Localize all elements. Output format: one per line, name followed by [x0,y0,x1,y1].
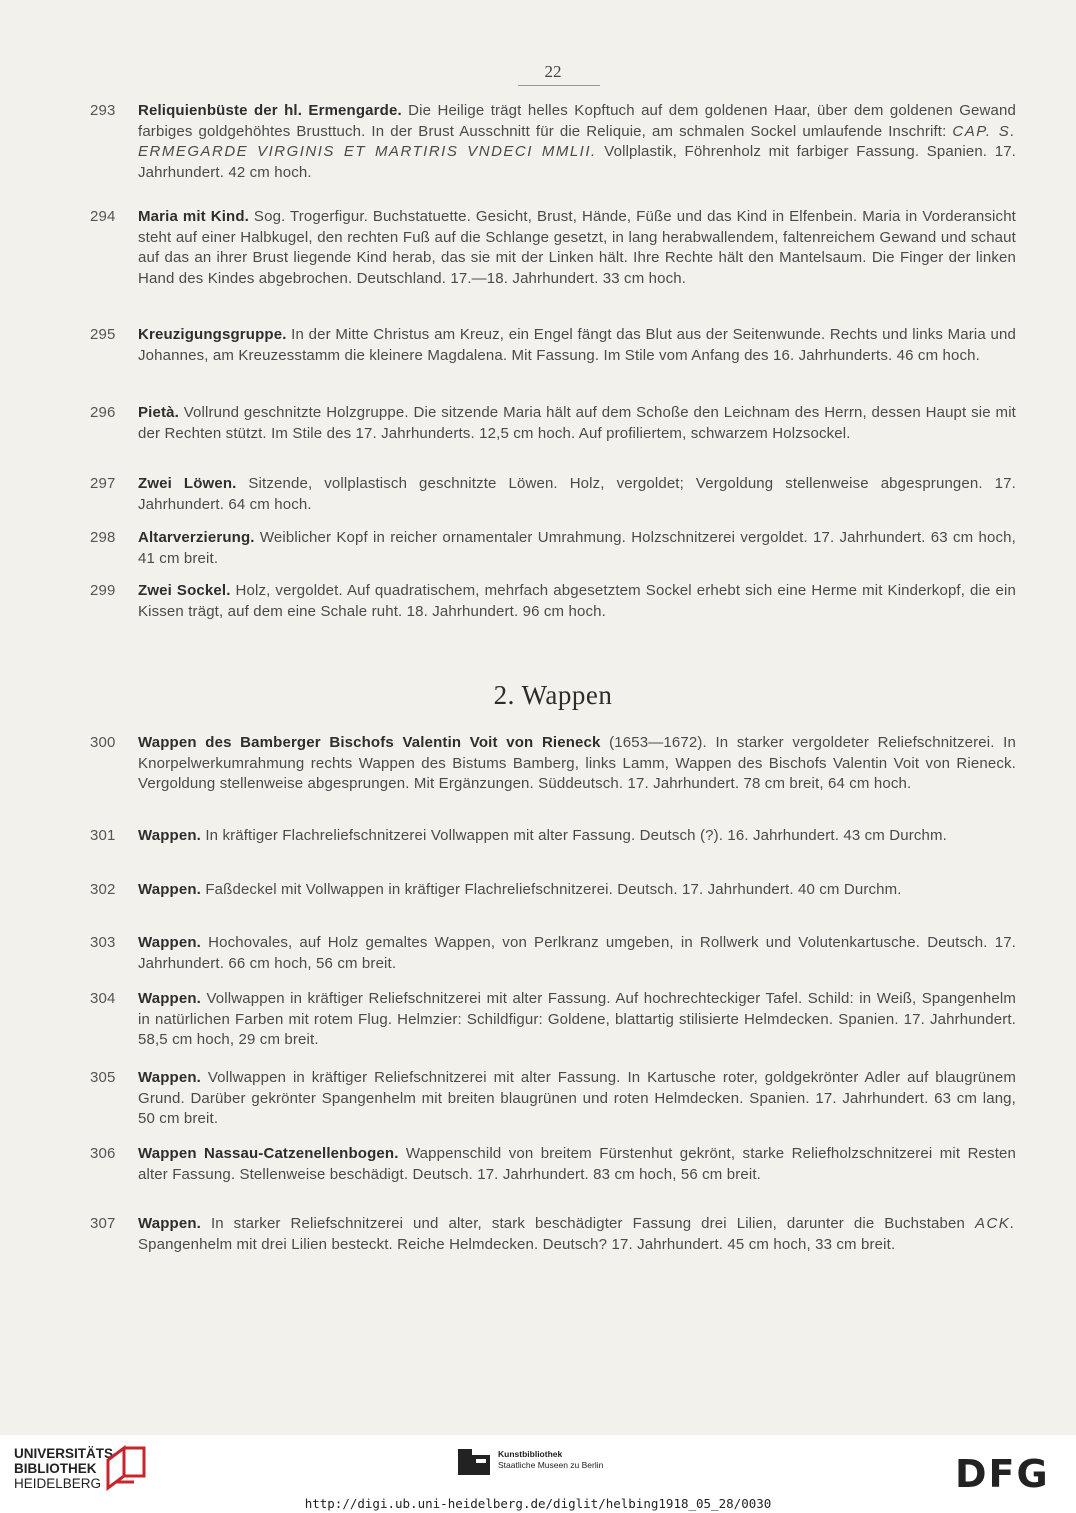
entry-number: 306 [90,1145,116,1162]
entry-title: Wappen. [138,1215,201,1232]
catalog-entry [90,989,1016,1051]
kunstbibliothek-logo-icon [458,1449,490,1475]
entry-number: 301 [90,827,116,844]
entry-text: Vollwappen in kräftiger Reliefschnitzerei mit alter Fassung. In Kartusche roter, goldgekrönter Adler auf blaugrünem Grund. Darüber gekrönter Spangenhelm mit breiten blaugrünen und roten Helmdecken. Spanien. 17. Jahrhundert. 63 cm lang, 50 cm breit. [138,1069,1016,1127]
catalog-entry [90,528,1016,569]
entry-text: Sitzende, vollplastisch geschnitzte Löwen. Holz, vergoldet; Vergoldung stellenweise abgesprungen. 17. Jahrhundert. 64 cm hoch. [138,475,1016,513]
entry-number: 295 [90,326,116,343]
ub-heidelberg-text [14,1446,118,1491]
catalog-entry [90,474,1016,515]
catalog-entry [90,403,1016,444]
entry-number: 298 [90,529,116,546]
entry-number: 299 [90,582,116,599]
catalog-entry [90,933,1016,974]
entry-text: Faßdeckel mit Vollwappen in kräftiger Flachreliefschnitzerei. Deutsch. 17. Jahrhundert. 40 cm Durchm. [205,881,902,898]
entry-title: Zwei Sockel. [138,582,231,599]
catalog-entry [90,325,1016,366]
entry-title: Reliquienbüste der hl. Ermengarde. [138,102,402,119]
entry-number: 294 [90,208,116,225]
entry-text: Weiblicher Kopf in reicher ornamentaler Umrahmung. Holzschnitzerei vergoldet. 17. Jahrhundert. 63 cm hoch, 41 cm breit. [138,529,1016,567]
entry-number: 302 [90,881,116,898]
entry-text: (1653—1672). In starker vergoldeter Reliefschnitzerei. In Knorpelwerkumrahmung rechts Wappen des Bistums Bamberg, links Lamm, Wappen des Bischofs Valentin Voit von Rieneck. Vergoldung stellenweise abgesprungen. Mit Ergänzungen. Süddeutsch. 17. Jahrhundert. 78 cm breit, 64 cm hoch. [138,734,1016,792]
entry-text: In der Mitte Christus am Kreuz, ein Engel fängt das Blut aus der Seitenwunde. Rechts und links Maria und Johannes, am Kreuzesstamm die kleinere Magdalena. Mit Fassung. Im Stile vom Anfang des 16. Jahrhunderts. 46 cm hoch. [138,326,1016,364]
entry-text: Vollrund geschnitzte Holzgruppe. Die sitzende Maria hält auf dem Schoße den Leichnam des Herrn, dessen Haupt sie mit der Rechten stützt. Im Stile des 17. Jahrhunderts. 12,5 cm hoch. Auf profiliertem, schwarzem Holzsockel. [138,404,1016,442]
entry-title: Wappen Nassau-Catzenellenbogen. [138,1145,399,1162]
entry-number: 307 [90,1215,116,1232]
catalog-entry [90,733,1016,795]
entry-number: 305 [90,1069,116,1086]
catalog-entry [90,880,1016,901]
entry-text: In starker Reliefschnitzerei und alter, stark beschädigter Fassung drei Lilien, darunter die Buchstaben [210,1215,966,1232]
catalog-entry [90,1144,1016,1185]
catalog-entry [90,581,1016,622]
entry-text: Sog. Trogerfigur. Buchstatuette. Gesicht, Brust, Hände, Füße und das Kind in Elfenbein. Maria in Vorderansicht steht auf einer Halbkugel, den rechten Fuß auf die Schlange gesetzt, in lang herabwallendem, faltenreichem Gewand und schaut auf das an ihrer Brust liegende Kind herab, das sie mit der Linken hält. Ihre Rechte hält den Mantelsaum. Die Finger der linken Hand des Kindes abgebrochen. Deutschland. 17.—18. Jahrhundert. 33 cm hoch. [138,208,1016,287]
ub-line-1: UNIVERSITÄTS- [14,1446,118,1461]
entry-number: 293 [90,102,116,119]
entry-text-2: Vollplastik, Föhrenholz mit farbiger Fassung. Spanien. 17. Jahrhundert. 42 cm hoch. [138,143,1016,181]
entry-title: Wappen. [138,881,201,898]
entry-title: Kreuzigungsgruppe. [138,326,287,343]
entry-number: 300 [90,734,116,751]
entry-title: Wappen. [138,934,201,951]
entry-text: Die Heilige trägt helles Kopftuch auf dem goldenen Haar, über dem goldenen Gewand farbiges goldgehöhtes Brusttuch. In der Brust Ausschnitt für die Reliquie, am schmalen Sockel umlaufende Inschrift: [138,102,1016,140]
catalog-entry [90,101,1016,183]
catalog-entry [90,1214,1016,1255]
entry-text: Holz, vergoldet. Auf quadratischem, mehrfach abgesetztem Sockel erhebt sich eine Herme mit Kinderkopf, die ein Kissen trägt, auf dem eine Schale ruht. 18. Jahrhundert. 96 cm hoch. [138,582,1016,620]
entry-number: 297 [90,475,116,492]
ub-heidelberg-logo-icon [104,1442,148,1492]
source-url[interactable]: http://digi.ub.uni-heidelberg.de/diglit/helbing1918_05_28/0030 [304,1496,772,1511]
page-number: 22 [544,62,562,81]
entry-title: Wappen. [138,990,201,1007]
entry-text: Hochovales, auf Holz gemaltes Wappen, von Perlkranz umgeben, in Rollwerk und Volutenkartusche. Deutsch. 17. Jahrhundert. 66 cm hoch, 56 cm breit. [138,934,1016,972]
entry-title: Maria mit Kind. [138,208,249,225]
entry-inscription: CAP. S. ERMEGARDE VIRGINIS ET MARTIRIS VNDECI MMLII. [138,122,1016,160]
kb-line-1: Kunstbibliothek [498,1449,563,1459]
entry-title: Altarverzierung. [138,529,255,546]
catalog-entry [90,207,1016,289]
ub-line-3: HEIDELBERG [14,1476,102,1491]
section-heading: 2. Wappen [493,680,613,710]
kb-line-2: Staatliche Museen zu Berlin [498,1460,604,1470]
ub-line-2: BIBLIOTHEK [14,1461,97,1476]
entry-title: Zwei Löwen. [138,475,237,492]
catalog-entry [90,1068,1016,1130]
catalog-entry [90,826,1016,847]
entry-number: 303 [90,934,116,951]
entry-text-2: Spangenhelm mit drei Lilien besteckt. Reiche Helmdecken. Deutsch? 17. Jahrhundert. 45 cm hoch, 33 cm breit. [138,1235,896,1253]
entry-title: Wappen des Bamberger Bischofs Valentin Voit von Rieneck [138,734,601,751]
entry-title: Wappen. [138,1069,201,1086]
dfg-logo: DFG [955,1452,1050,1496]
entry-text: Vollwappen in kräftiger Reliefschnitzerei mit alter Fassung. Auf hochrechteckiger Tafel. Schild: in Weiß, Spangenhelm in natürlichen Farben mit rotem Flug. Helmzier: Schildfigur: Goldene, blattartig stilisierte Helmdecken. Spanien. 17. Jahrhundert. 58,5 cm hoch, 29 cm breit. [138,990,1016,1048]
entry-inscription: ACK. [974,1215,1016,1232]
entry-text: In kräftiger Flachreliefschnitzerei Vollwappen mit alter Fassung. Deutsch (?). 16. Jahrhundert. 43 cm Durchm. [205,827,947,844]
entry-title: Pietà. [138,404,179,421]
page-number-rule [518,85,600,86]
entry-number: 296 [90,404,116,421]
entry-title: Wappen. [138,827,201,844]
entry-number: 304 [90,990,116,1007]
entry-text: Wappenschild von breitem Fürstenhut gekrönt, starke Reliefholzschnitzerei mit Resten alter Fassung. Stellenweise beschädigt. Deutsch. 17. Jahrhundert. 83 cm hoch, 56 cm breit. [138,1145,1016,1183]
kunstbibliothek-text [498,1449,603,1471]
